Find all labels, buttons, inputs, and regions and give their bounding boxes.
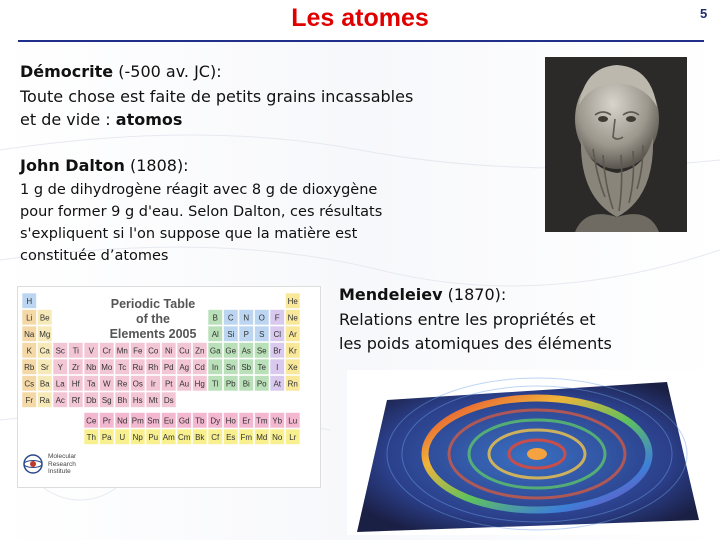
element-cell-mn bbox=[115, 343, 130, 359]
element-cell-ni bbox=[162, 343, 177, 359]
element-cell-cf bbox=[208, 429, 223, 445]
element-cell-md bbox=[255, 429, 270, 445]
element-symbol: Ge bbox=[225, 346, 237, 356]
element-cell-fe bbox=[131, 343, 146, 359]
element-symbol: In bbox=[211, 363, 219, 372]
element-symbol: S bbox=[259, 330, 265, 339]
element-cell-pd bbox=[162, 359, 177, 375]
element-symbol: Xe bbox=[287, 363, 298, 372]
democrite-line-2 bbox=[20, 110, 182, 130]
element-symbol: Am bbox=[162, 433, 175, 442]
democrite-line-1: Toute chose est faite de petits grains incassables bbox=[20, 87, 414, 106]
element-cell-rh bbox=[146, 359, 161, 375]
element-symbol: Al bbox=[211, 330, 219, 339]
element-cell-ce bbox=[84, 413, 99, 429]
element-cell-tm bbox=[255, 413, 270, 429]
element-cell-cd bbox=[193, 359, 208, 375]
element-symbol: Zn bbox=[195, 346, 205, 356]
element-cell-rn bbox=[286, 376, 301, 392]
dalton-line-4: constituée d’atomes bbox=[20, 248, 169, 264]
element-symbol: Pr bbox=[102, 416, 111, 426]
institute-label bbox=[48, 453, 76, 476]
element-symbol: Tb bbox=[195, 416, 205, 426]
element-symbol: Mn bbox=[116, 346, 128, 356]
mendeleiev-line-2: les poids atomiques des éléments bbox=[339, 334, 612, 353]
mendeleiev-heading bbox=[339, 285, 506, 305]
element-symbol: Cl bbox=[273, 330, 282, 339]
element-symbol: Nd bbox=[117, 416, 128, 426]
element-cell-in bbox=[208, 359, 223, 375]
bust-drawing bbox=[545, 57, 687, 232]
element-cell-ar bbox=[286, 326, 301, 342]
mendeleiev-date: (1870): bbox=[442, 285, 507, 304]
element-cell-i bbox=[270, 359, 285, 375]
element-cell-dy bbox=[208, 413, 223, 429]
element-cell-ag bbox=[177, 359, 192, 375]
element-cell-ho bbox=[224, 413, 239, 429]
element-cell-cs bbox=[22, 376, 37, 392]
element-cell-th bbox=[84, 429, 99, 445]
element-symbol: Cf bbox=[211, 433, 220, 442]
element-symbol: Er bbox=[242, 416, 251, 426]
element-cell-hf bbox=[69, 376, 84, 392]
dalton-line-2: pour former 9 g d'eau. Selon Dalton, ces résultats bbox=[20, 204, 383, 220]
periodic-table-image bbox=[17, 286, 321, 488]
element-cell-xe bbox=[286, 359, 301, 375]
element-symbol: Mo bbox=[101, 363, 113, 372]
element-cell-ba bbox=[38, 376, 53, 392]
element-symbol: Ti bbox=[72, 346, 79, 356]
element-cell-cm bbox=[177, 429, 192, 445]
institute-line-2: Research bbox=[48, 460, 76, 468]
element-cell-ac bbox=[53, 392, 68, 408]
democrite-line-2-prefix: et de vide : bbox=[20, 110, 116, 129]
element-symbol: Lu bbox=[288, 416, 298, 426]
element-cell-te bbox=[255, 359, 270, 375]
slide-title: Les atomes bbox=[291, 4, 429, 32]
element-symbol: Bh bbox=[117, 396, 128, 405]
element-symbol: No bbox=[272, 433, 283, 442]
element-cell-am bbox=[162, 429, 177, 445]
element-cell-n bbox=[239, 310, 254, 326]
element-cell-ga bbox=[208, 343, 223, 359]
element-cell-li bbox=[22, 310, 37, 326]
quantum-corral-image bbox=[347, 370, 700, 535]
element-symbol: Ag bbox=[179, 363, 190, 372]
element-symbol: Ar bbox=[288, 330, 297, 339]
element-symbol: Re bbox=[117, 379, 128, 389]
element-symbol: Rn bbox=[287, 379, 298, 389]
element-symbol: Pm bbox=[131, 416, 144, 426]
element-cell-db bbox=[84, 392, 99, 408]
element-cell-fm bbox=[239, 429, 254, 445]
element-symbol: Co bbox=[148, 346, 159, 356]
element-symbol: O bbox=[258, 313, 265, 323]
element-cell-ti bbox=[69, 343, 84, 359]
element-cell-os bbox=[131, 376, 146, 392]
element-cell-hg bbox=[193, 376, 208, 392]
element-symbol: Eu bbox=[163, 416, 174, 426]
element-cell-y bbox=[53, 359, 68, 375]
element-symbol: Tl bbox=[211, 379, 219, 389]
element-cell-er bbox=[239, 413, 254, 429]
element-symbol: Dy bbox=[210, 416, 221, 426]
element-symbol: B bbox=[212, 313, 218, 323]
element-cell-p bbox=[239, 326, 254, 342]
element-symbol: Tm bbox=[255, 416, 268, 426]
element-symbol: Rh bbox=[148, 363, 159, 372]
element-symbol: Si bbox=[227, 330, 235, 339]
element-symbol: N bbox=[243, 313, 250, 323]
element-cell-al bbox=[208, 326, 223, 342]
element-symbol: Pb bbox=[225, 379, 236, 389]
element-cell-lu bbox=[286, 413, 301, 429]
element-symbol: Ir bbox=[150, 379, 156, 389]
element-cell-ds bbox=[162, 392, 177, 408]
element-symbol: At bbox=[273, 379, 282, 389]
element-symbol: F bbox=[274, 313, 280, 323]
element-symbol: Cd bbox=[194, 363, 205, 372]
element-symbol: Ne bbox=[287, 313, 298, 323]
element-cell-np bbox=[131, 429, 146, 445]
element-cell-sr bbox=[38, 359, 53, 375]
element-cell-si bbox=[224, 326, 239, 342]
element-cell-mg bbox=[38, 326, 53, 342]
element-symbol: As bbox=[241, 346, 251, 356]
element-cell-kr bbox=[286, 343, 301, 359]
element-cell-tb bbox=[193, 413, 208, 429]
element-cell-sc bbox=[53, 343, 68, 359]
element-symbol: Li bbox=[26, 313, 33, 323]
element-cell-mo bbox=[100, 359, 115, 375]
element-symbol: Cu bbox=[179, 346, 190, 356]
element-cell-pm bbox=[131, 413, 146, 429]
element-symbol: Se bbox=[256, 346, 267, 356]
element-cell-mt bbox=[146, 392, 161, 408]
democrite-name: Démocrite bbox=[20, 62, 114, 81]
element-symbol: Tc bbox=[118, 363, 127, 372]
element-cell-na bbox=[22, 326, 37, 342]
element-symbol: Th bbox=[86, 433, 96, 442]
element-cell-gd bbox=[177, 413, 192, 429]
pt-title-line-2: of the bbox=[135, 312, 171, 326]
element-cell-be bbox=[38, 310, 53, 326]
element-symbol: Db bbox=[86, 396, 97, 405]
element-cell-tc bbox=[115, 359, 130, 375]
element-cell-br bbox=[270, 343, 285, 359]
institute-logo-icon bbox=[22, 453, 44, 475]
element-symbol: Ca bbox=[39, 346, 50, 356]
element-symbol: Cm bbox=[178, 433, 191, 442]
element-symbol: Sm bbox=[147, 416, 160, 426]
element-symbol: Ac bbox=[55, 396, 65, 405]
element-symbol: Ds bbox=[163, 396, 174, 405]
element-cell-rb bbox=[22, 359, 37, 375]
element-symbol: Ta bbox=[87, 379, 96, 389]
element-cell-bi bbox=[239, 376, 254, 392]
element-cell-re bbox=[115, 376, 130, 392]
element-cell-u bbox=[115, 429, 130, 445]
element-cell-se bbox=[255, 343, 270, 359]
mendeleiev-line-1: Relations entre les propriétés et bbox=[339, 310, 596, 329]
element-symbol: Na bbox=[24, 330, 35, 339]
element-cell-pu bbox=[146, 429, 161, 445]
element-cell-hs bbox=[131, 392, 146, 408]
element-symbol: Mt bbox=[148, 396, 158, 405]
element-cell-o bbox=[255, 310, 270, 326]
element-cell-nd bbox=[115, 413, 130, 429]
element-symbol: Sr bbox=[40, 363, 49, 372]
element-symbol: Hs bbox=[132, 396, 143, 405]
element-symbol: Ce bbox=[86, 416, 97, 426]
element-symbol: V bbox=[88, 346, 94, 356]
element-cell-v bbox=[84, 343, 99, 359]
atomos-term: atomos bbox=[115, 110, 183, 129]
element-symbol: Yb bbox=[272, 416, 283, 426]
element-symbol: Fr bbox=[25, 396, 34, 405]
element-cell-pa bbox=[100, 429, 115, 445]
element-symbol: Be bbox=[39, 313, 50, 323]
element-cell-lr bbox=[286, 429, 301, 445]
element-cell-b bbox=[208, 310, 223, 326]
element-symbol: Np bbox=[132, 433, 143, 442]
element-cell-no bbox=[270, 429, 285, 445]
dalton-name: John Dalton bbox=[20, 156, 125, 175]
element-symbol: Sc bbox=[55, 346, 65, 356]
element-cell-yb bbox=[270, 413, 285, 429]
element-cell-ru bbox=[131, 359, 146, 375]
element-symbol: Hg bbox=[194, 379, 205, 389]
element-symbol: Md bbox=[256, 433, 268, 442]
element-symbol: Ga bbox=[209, 346, 221, 356]
element-symbol: Es bbox=[226, 433, 236, 442]
element-cell-ir bbox=[146, 376, 161, 392]
dalton-line-1: 1 g de dihydrogène réagit avec 8 g de dioxygène bbox=[20, 182, 378, 198]
element-symbol: U bbox=[119, 433, 126, 442]
element-cell-ne bbox=[286, 310, 301, 326]
element-cell-pb bbox=[224, 376, 239, 392]
element-cell-eu bbox=[162, 413, 177, 429]
element-cell-h bbox=[22, 293, 37, 309]
element-symbol: He bbox=[287, 297, 298, 306]
element-cell-fr bbox=[22, 392, 37, 408]
element-cell-sg bbox=[100, 392, 115, 408]
element-cell-ca bbox=[38, 343, 53, 359]
element-symbol: Fm bbox=[240, 433, 253, 442]
element-cell-nb bbox=[84, 359, 99, 375]
element-symbol: Lr bbox=[289, 433, 297, 442]
element-symbol: Pt bbox=[164, 379, 173, 389]
element-cell-ra bbox=[38, 392, 53, 408]
element-cell-pt bbox=[162, 376, 177, 392]
institute-line-3: Institute bbox=[48, 468, 71, 475]
democritus-bust-image bbox=[545, 57, 687, 232]
institute-line-1: Molecular bbox=[48, 453, 77, 460]
element-cell-es bbox=[224, 429, 239, 445]
element-cell-sb bbox=[239, 359, 254, 375]
element-symbol: P bbox=[243, 330, 249, 339]
element-symbol: Rf bbox=[71, 396, 80, 405]
element-symbol: Ba bbox=[39, 379, 50, 389]
element-symbol: Sn bbox=[225, 363, 236, 372]
element-symbol: Te bbox=[257, 363, 266, 372]
element-symbol: Br bbox=[273, 346, 282, 356]
element-cell-f bbox=[270, 310, 285, 326]
element-cell-pr bbox=[100, 413, 115, 429]
element-symbol: Bk bbox=[195, 433, 205, 442]
element-symbol: Sg bbox=[101, 396, 112, 405]
element-cell-la bbox=[53, 376, 68, 392]
dalton-heading bbox=[20, 156, 189, 176]
element-cell-sn bbox=[224, 359, 239, 375]
element-cell-rf bbox=[69, 392, 84, 408]
element-symbol: Cs bbox=[24, 379, 35, 389]
dalton-line-3: s'expliquent si l'on suppose que la matière est bbox=[20, 226, 358, 242]
element-cell-po bbox=[255, 376, 270, 392]
element-cell-ta bbox=[84, 376, 99, 392]
element-cell-co bbox=[146, 343, 161, 359]
element-symbol: Cr bbox=[102, 346, 111, 356]
element-symbol: Ni bbox=[164, 346, 173, 356]
element-cell-sm bbox=[146, 413, 161, 429]
element-symbol: H bbox=[26, 297, 33, 306]
element-symbol: Zr bbox=[71, 363, 80, 372]
element-symbol: Ho bbox=[225, 416, 236, 426]
element-symbol: Pa bbox=[101, 433, 112, 442]
element-symbol: Ru bbox=[132, 363, 143, 372]
element-symbol: Ra bbox=[39, 396, 50, 405]
democrite-heading bbox=[20, 62, 222, 82]
element-symbol: I bbox=[276, 363, 279, 372]
element-symbol: Po bbox=[256, 379, 267, 389]
element-cell-as bbox=[239, 343, 254, 359]
element-cell-w bbox=[100, 376, 115, 392]
element-symbol: Mg bbox=[39, 330, 51, 339]
element-cell-bh bbox=[115, 392, 130, 408]
element-symbol: Pd bbox=[163, 363, 174, 372]
element-cell-cu bbox=[177, 343, 192, 359]
element-symbol: C bbox=[227, 313, 234, 323]
element-symbol: Os bbox=[132, 379, 143, 389]
page-number: 5 bbox=[700, 6, 708, 21]
element-cell-cr bbox=[100, 343, 115, 359]
element-symbol: Bi bbox=[242, 379, 250, 389]
element-symbol: Rb bbox=[24, 363, 35, 372]
element-cell-zr bbox=[69, 359, 84, 375]
element-cell-he bbox=[286, 293, 301, 309]
element-symbol: Nb bbox=[86, 363, 97, 372]
element-cell-au bbox=[177, 376, 192, 392]
element-cell-cl bbox=[270, 326, 285, 342]
element-cell-zn bbox=[193, 343, 208, 359]
democrite-date: (-500 av. JC): bbox=[113, 62, 222, 81]
element-symbol: Y bbox=[57, 363, 63, 372]
element-symbol: Hf bbox=[71, 379, 80, 389]
element-cell-s bbox=[255, 326, 270, 342]
pt-title-line-1: Periodic Table bbox=[110, 297, 196, 311]
element-cell-c bbox=[224, 310, 239, 326]
element-symbol: Kr bbox=[288, 346, 297, 356]
element-symbol: K bbox=[26, 346, 32, 356]
element-symbol: Au bbox=[179, 379, 190, 389]
wave-surface-drawing bbox=[347, 370, 700, 535]
element-cell-at bbox=[270, 376, 285, 392]
element-symbol: Gd bbox=[178, 416, 190, 426]
mendeleiev-name: Mendeleiev bbox=[339, 285, 443, 304]
element-symbol: Fe bbox=[133, 346, 143, 356]
element-symbol: Sb bbox=[241, 363, 252, 372]
title-divider bbox=[18, 40, 704, 42]
dalton-date: (1808): bbox=[124, 156, 189, 175]
element-cell-k bbox=[22, 343, 37, 359]
element-symbol: La bbox=[55, 379, 65, 389]
pt-title-line-3: Elements 2005 bbox=[109, 327, 197, 341]
element-symbol: Pu bbox=[148, 433, 159, 442]
element-cell-bk bbox=[193, 429, 208, 445]
element-cell-ge bbox=[224, 343, 239, 359]
element-symbol: W bbox=[102, 379, 111, 389]
element-cell-tl bbox=[208, 376, 223, 392]
